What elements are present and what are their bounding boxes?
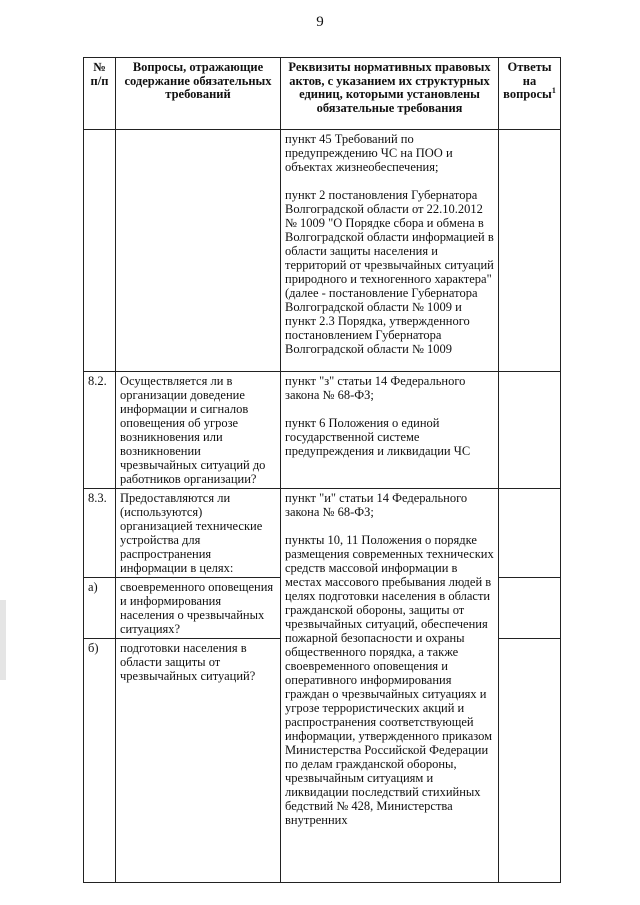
row-answer-cell	[499, 578, 561, 639]
table-row	[84, 372, 561, 489]
row-requisites: пункт 45 Требований по предупреждению ЧС на ПОО и объектах жизнеобеспечения; пункт 2 постановления Губернатора Волгоградской области от 22.10.2012 № 1009 "О Порядке сбора и обмена в Волгоградской области информацией в области защиты населения и территорий от чрезвычайных ситуаций природного и техногенного характера" (далее - постановление Губернатора Волгоградской области № 1009 и пункт 2.3 Порядка, утвержденного постановлением Губернатора Волгоградской области № 1009	[281, 130, 499, 372]
page-number: 9	[316, 14, 324, 30]
row-answer-cell	[499, 639, 561, 883]
scan-edge-mark	[0, 600, 6, 680]
table-header-row	[84, 58, 561, 130]
row-question: Осуществляется ли в организации доведение информации и сигналов оповещения об угрозе возникновения или возникновении чрезвычайных ситуаций до работников организации?	[116, 372, 281, 489]
row-answer-cell	[499, 372, 561, 489]
row-question: своевременного оповещения и информирования населения о чрезвычайных ситуациях?	[116, 578, 281, 639]
header-num: № п/п	[84, 58, 116, 130]
header-answers-label: Ответы на вопросы	[503, 60, 552, 101]
row-question: Предоставляются ли (используются) организацией технические устройства для распространения информации в целях:	[116, 489, 281, 578]
row-requisites: пункт "з" статьи 14 Федерального закона № 68-ФЗ; пункт 6 Положения о единой государственной системе предупреждения и ликвидации ЧС	[281, 372, 499, 489]
row-requisites: пункт "и" статьи 14 Федерального закона № 68-ФЗ; пункты 10, 11 Положения о порядке размещения современных технических средств массовой информации в местах массового пребывания людей в целях подготовки населения в области гражданской обороны, защиты от чрезвычайных ситуаций, обеспечения пожарной безопасности и охраны общественного порядка, а также своевременного оповещения и оперативного информирования граждан о чрезвычайных ситуациях и угрозе террористических акций и распространения соответствующей информации, утвержденного приказом Министерства Российской Федерации по делам гражданской обороны, чрезвычайным ситуациям и ликвидации последствий стихийных бедствий № 428, Министерства внутренних	[281, 489, 499, 883]
row-num: 8.2.	[84, 372, 116, 489]
table-row	[84, 130, 561, 372]
row-num	[84, 130, 116, 372]
row-answer-cell	[499, 130, 561, 372]
header-requisites: Реквизиты нормативных правовых актов, с указанием их структурных единиц, которыми установлены обязательные требования	[281, 58, 499, 130]
row-num: б)	[84, 639, 116, 883]
row-question	[116, 130, 281, 372]
table-row	[84, 489, 561, 578]
row-num: 8.3.	[84, 489, 116, 578]
header-answers	[499, 58, 561, 130]
requirements-table	[83, 57, 561, 883]
row-answer-cell	[499, 489, 561, 578]
footnote-marker: 1	[551, 85, 556, 95]
row-question: подготовки населения в области защиты от чрезвычайных ситуаций?	[116, 639, 281, 883]
header-questions: Вопросы, отражающие содержание обязательных требований	[116, 58, 281, 130]
row-num: а)	[84, 578, 116, 639]
